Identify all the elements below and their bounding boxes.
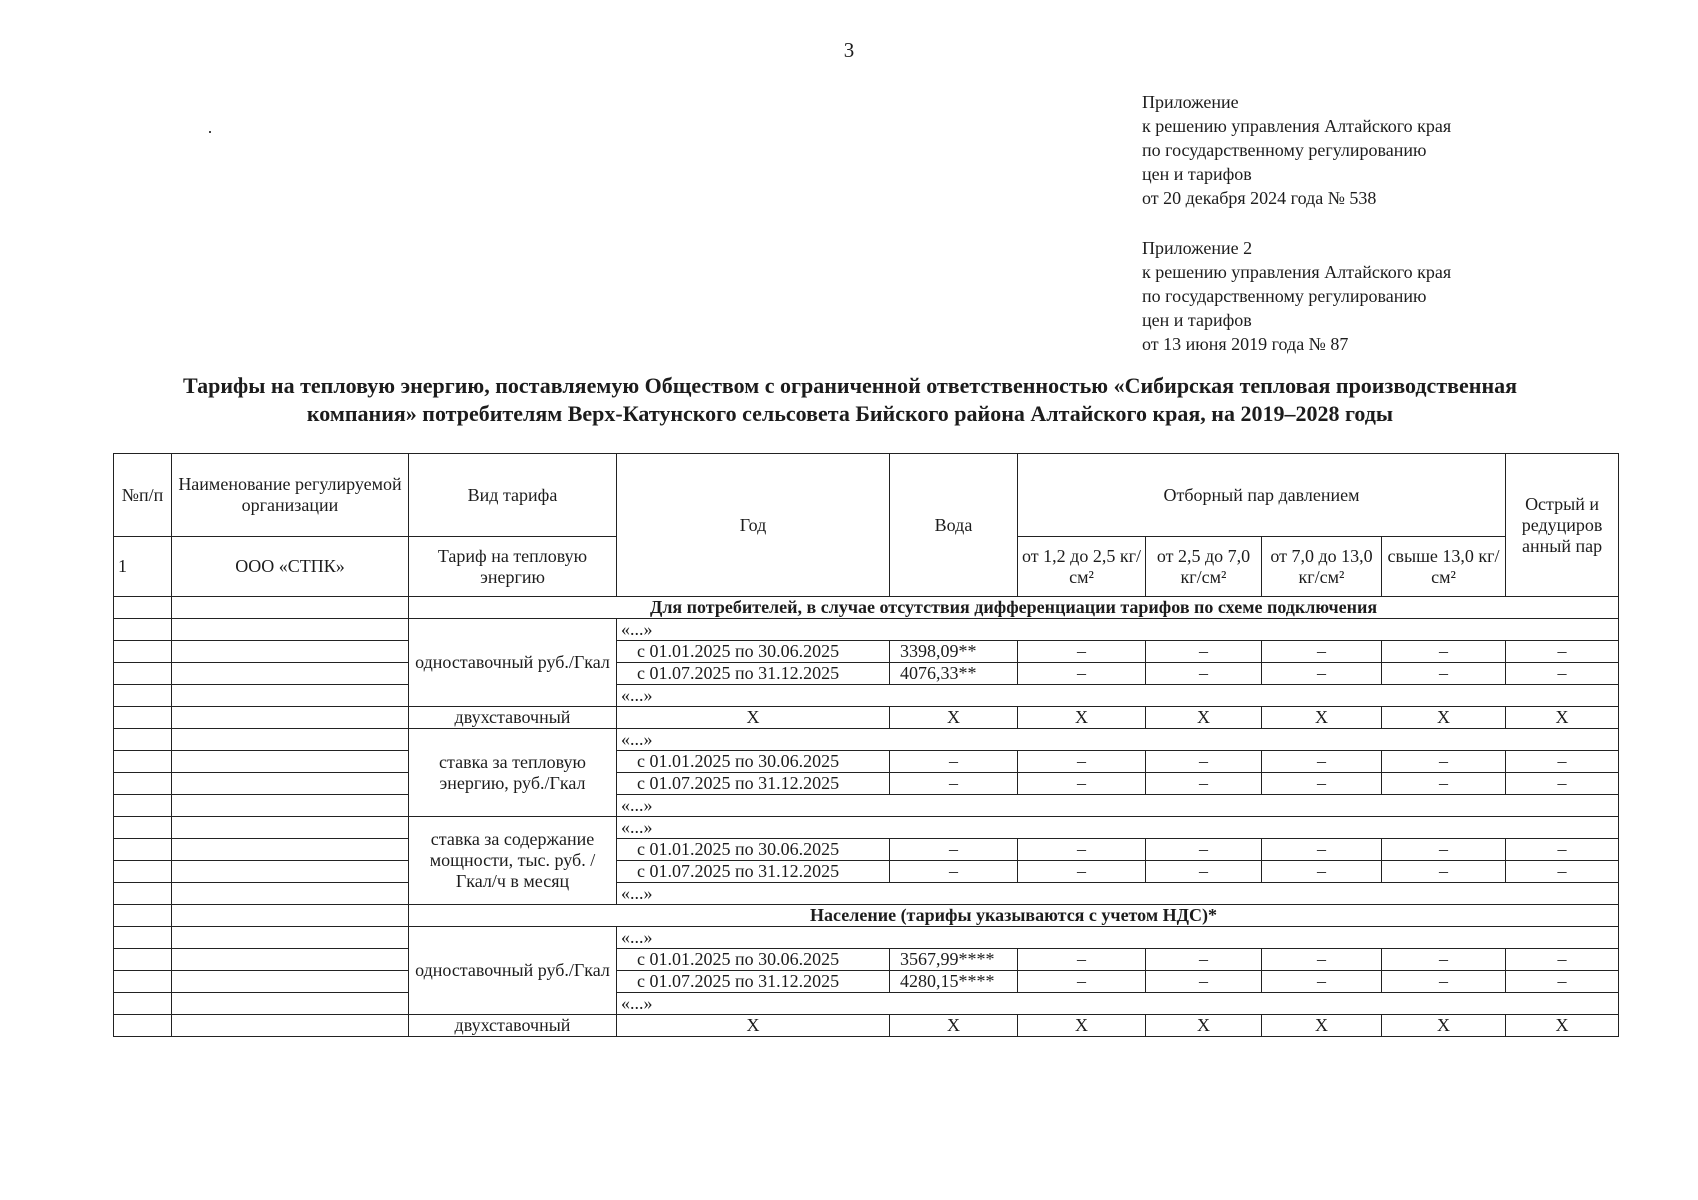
page-number: 3 bbox=[843, 38, 855, 62]
ellipsis: «...» bbox=[617, 729, 1619, 751]
dash: – bbox=[1018, 861, 1146, 883]
title-line: Тарифы на тепловую энергию, поставляемую Обществом с ограниченной ответственностью «Сибирская тепловая производственная bbox=[182, 373, 1518, 398]
appendix2-line: от 13 июня 2019 года № 87 bbox=[1142, 334, 1349, 354]
table-row bbox=[114, 905, 1619, 927]
tariff-table bbox=[113, 453, 1619, 1037]
table-row bbox=[114, 1015, 1619, 1037]
dash: – bbox=[1382, 839, 1506, 861]
dash: – bbox=[1018, 663, 1146, 685]
ellipsis: «...» bbox=[617, 993, 1619, 1015]
table-row bbox=[114, 883, 1619, 905]
group-single: одноставочный руб./Гкал bbox=[409, 619, 617, 707]
dash: – bbox=[1018, 751, 1146, 773]
header-sharp-steam: Острый и редуциров анный пар bbox=[1506, 454, 1619, 597]
dash: – bbox=[1146, 773, 1262, 795]
x-mark: X bbox=[1506, 707, 1619, 729]
table-row bbox=[114, 993, 1619, 1015]
dash: – bbox=[1382, 773, 1506, 795]
ellipsis: «...» bbox=[617, 795, 1619, 817]
dash: – bbox=[1506, 949, 1619, 971]
table-row bbox=[114, 861, 1619, 883]
x-mark: X bbox=[1382, 1015, 1506, 1037]
water-value: 4076,33** bbox=[890, 663, 1018, 685]
table-row bbox=[114, 817, 1619, 839]
dash: – bbox=[890, 773, 1018, 795]
appendix1-line: от 20 декабря 2024 года № 538 bbox=[1142, 188, 1377, 208]
dash: – bbox=[1382, 861, 1506, 883]
header-tariff-type: Вид тарифа bbox=[409, 454, 617, 537]
dash: – bbox=[1262, 663, 1382, 685]
header-steam-2: от 2,5 до 7,0 кг/см² bbox=[1146, 537, 1262, 597]
ellipsis: «...» bbox=[617, 883, 1619, 905]
x-mark: X bbox=[890, 1015, 1018, 1037]
dash: – bbox=[1262, 641, 1382, 663]
period: с 01.07.2025 по 31.12.2025 bbox=[617, 663, 890, 685]
appendix1-line: по государственному регулированию bbox=[1142, 140, 1427, 160]
appendix2-line: к решению управления Алтайского края bbox=[1142, 262, 1452, 282]
header-steam-3: от 7,0 до 13,0 кг/см² bbox=[1262, 537, 1382, 597]
title-line: компания» потребителям Верх-Катунского сельсовета Бийского района Алтайского края, на 2019–2028 годы bbox=[306, 401, 1394, 426]
group-double: двухставочный bbox=[409, 1015, 617, 1037]
x-mark: X bbox=[1506, 1015, 1619, 1037]
period: с 01.01.2025 по 30.06.2025 bbox=[617, 641, 890, 663]
header-steam-4: свыше 13,0 кг/см² bbox=[1382, 537, 1506, 597]
appendix1-line: Приложение bbox=[1142, 92, 1239, 112]
org-name: ООО «СТПК» bbox=[172, 537, 409, 597]
period: с 01.07.2025 по 31.12.2025 bbox=[617, 971, 890, 993]
dash: – bbox=[1146, 971, 1262, 993]
section-title: Для потребителей, в случае отсутствия дифференциации тарифов по схеме подключения bbox=[409, 597, 1619, 619]
appendix2-line: цен и тарифов bbox=[1142, 310, 1252, 330]
document-title bbox=[100, 372, 1600, 428]
table-row bbox=[114, 751, 1619, 773]
org-tariff: Тариф на тепловую энергию bbox=[409, 537, 617, 597]
group-capacity: ставка за содержание мощности, тыс. руб. /Гкал/ч в месяц bbox=[409, 817, 617, 905]
table-row bbox=[114, 773, 1619, 795]
water-value: 4280,15**** bbox=[890, 971, 1018, 993]
dash: – bbox=[1262, 839, 1382, 861]
dash: – bbox=[1018, 971, 1146, 993]
dash: – bbox=[1382, 663, 1506, 685]
dash: – bbox=[1018, 949, 1146, 971]
dash: – bbox=[1146, 861, 1262, 883]
table-row bbox=[114, 597, 1619, 619]
appendix2-line: по государственному регулированию bbox=[1142, 286, 1427, 306]
table-row bbox=[114, 927, 1619, 949]
x-mark: X bbox=[1262, 707, 1382, 729]
appendix1-line: цен и тарифов bbox=[1142, 164, 1252, 184]
ellipsis: «...» bbox=[617, 817, 1619, 839]
x-mark: X bbox=[890, 707, 1018, 729]
table-row bbox=[114, 795, 1619, 817]
dash: – bbox=[890, 751, 1018, 773]
table-row bbox=[114, 839, 1619, 861]
x-mark: X bbox=[617, 1015, 890, 1037]
appendix-block-2 bbox=[1142, 236, 1451, 356]
ellipsis: «...» bbox=[617, 927, 1619, 949]
header-steam: Отборный пар давлением bbox=[1018, 454, 1506, 537]
x-mark: X bbox=[617, 707, 890, 729]
dash: – bbox=[1018, 773, 1146, 795]
table-row bbox=[114, 641, 1619, 663]
water-value: 3398,09** bbox=[890, 641, 1018, 663]
dash: – bbox=[1382, 971, 1506, 993]
appendix1-line: к решению управления Алтайского края bbox=[1142, 116, 1452, 136]
appendix2-line: Приложение 2 bbox=[1142, 238, 1253, 258]
dash: – bbox=[1262, 773, 1382, 795]
dash: – bbox=[1382, 641, 1506, 663]
x-mark: X bbox=[1146, 1015, 1262, 1037]
section-title: Население (тарифы указываются с учетом НДС)* bbox=[409, 905, 1619, 927]
dash: – bbox=[1506, 641, 1619, 663]
dash: – bbox=[1506, 861, 1619, 883]
header-water: Вода bbox=[890, 454, 1018, 597]
dash: – bbox=[1506, 751, 1619, 773]
dash: – bbox=[1382, 949, 1506, 971]
dash: – bbox=[1262, 861, 1382, 883]
dash: – bbox=[1146, 641, 1262, 663]
header-org: Наименование регулируемой организации bbox=[172, 454, 409, 537]
period: с 01.01.2025 по 30.06.2025 bbox=[617, 949, 890, 971]
header-year: Год bbox=[617, 454, 890, 597]
dash: – bbox=[890, 839, 1018, 861]
group-single: одноставочный руб./Гкал bbox=[409, 927, 617, 1015]
x-mark: X bbox=[1146, 707, 1262, 729]
dash: – bbox=[890, 861, 1018, 883]
group-double: двухставочный bbox=[409, 707, 617, 729]
appendix-block-1 bbox=[1142, 90, 1451, 210]
dash: – bbox=[1262, 751, 1382, 773]
dash: – bbox=[1262, 949, 1382, 971]
dash: – bbox=[1146, 751, 1262, 773]
dash: – bbox=[1506, 663, 1619, 685]
table-row bbox=[114, 663, 1619, 685]
dash: – bbox=[1506, 971, 1619, 993]
group-energy: ставка за тепловую энергию, руб./Гкал bbox=[409, 729, 617, 817]
ellipsis: «...» bbox=[617, 619, 1619, 641]
table-row bbox=[114, 971, 1619, 993]
period: с 01.01.2025 по 30.06.2025 bbox=[617, 751, 890, 773]
period: с 01.01.2025 по 30.06.2025 bbox=[617, 839, 890, 861]
dash: – bbox=[1146, 839, 1262, 861]
dash: – bbox=[1506, 839, 1619, 861]
org-num: 1 bbox=[114, 537, 172, 597]
table-row bbox=[114, 949, 1619, 971]
table-row bbox=[114, 707, 1619, 729]
table-row bbox=[114, 685, 1619, 707]
dash: – bbox=[1146, 663, 1262, 685]
x-mark: X bbox=[1382, 707, 1506, 729]
water-value: 3567,99**** bbox=[890, 949, 1018, 971]
x-mark: X bbox=[1018, 707, 1146, 729]
ellipsis: «...» bbox=[617, 685, 1619, 707]
period: с 01.07.2025 по 31.12.2025 bbox=[617, 861, 890, 883]
dash: – bbox=[1018, 839, 1146, 861]
dash: – bbox=[1506, 773, 1619, 795]
table-row bbox=[114, 729, 1619, 751]
dash: – bbox=[1018, 641, 1146, 663]
table-header-row bbox=[114, 454, 1619, 537]
header-num: №п/п bbox=[114, 454, 172, 537]
dash: – bbox=[1382, 751, 1506, 773]
header-steam-1: от 1,2 до 2,5 кг/см² bbox=[1018, 537, 1146, 597]
scan-speck bbox=[209, 131, 211, 133]
dash: – bbox=[1146, 949, 1262, 971]
period: с 01.07.2025 по 31.12.2025 bbox=[617, 773, 890, 795]
x-mark: X bbox=[1262, 1015, 1382, 1037]
x-mark: X bbox=[1018, 1015, 1146, 1037]
table-row bbox=[114, 619, 1619, 641]
dash: – bbox=[1262, 971, 1382, 993]
